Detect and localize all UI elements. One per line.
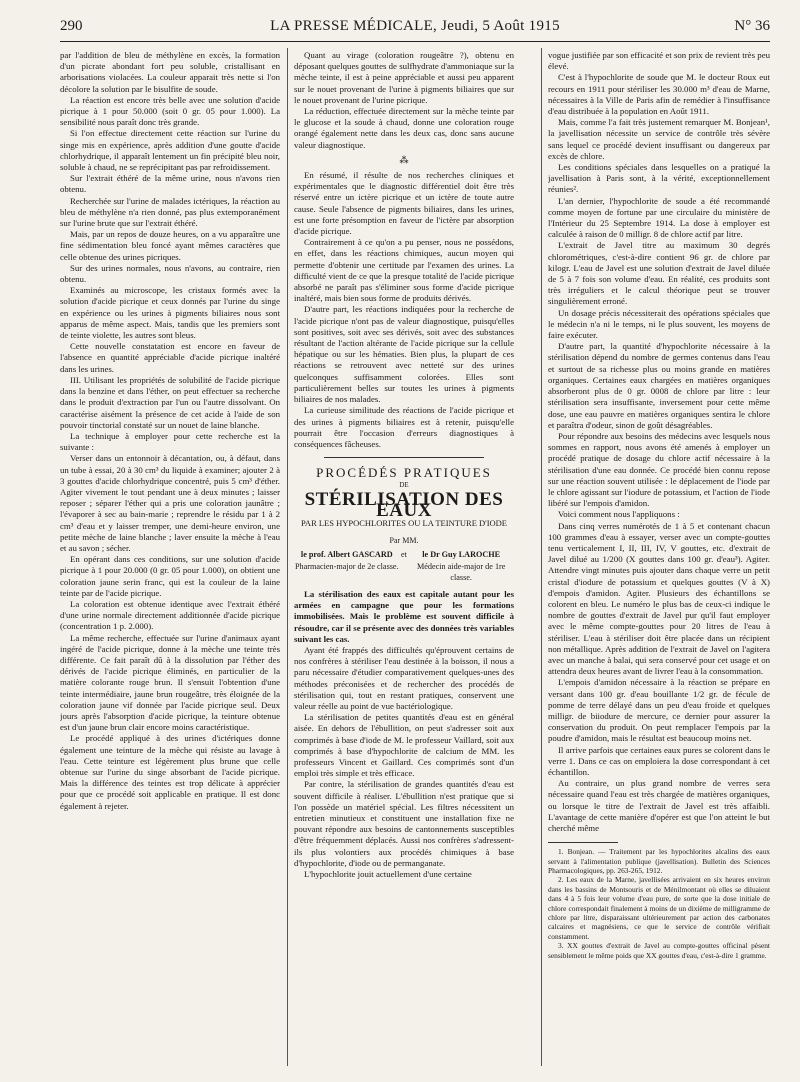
paragraph: Cette nouvelle constatation est encore en faveur de l'absence en quantité appréciable d'acide picrique inaltéré dans les urines. — [60, 341, 280, 374]
author-1 — [294, 549, 400, 583]
footnote: 1. Bonjean. — Traitement par les hypochlorites alcalins des eaux servant à l'alimentation publique (javellisation). Bulletin des Sciences Pharmacologiques, pp. 263-265, 1912. — [548, 847, 770, 876]
article-title: STÉRILISATION DES EAUX — [304, 488, 504, 521]
paragraph: D'autre part, les réactions indiquées pour la recherche de l'acide picrique n'ont pas de valeur diagnostique, puisqu'elles sont positives, soit avec ses dérivés, soit avec des substances résultant de l'action altérante de l'acide picrique sur la cellule hépatique ou sur les hématies. Bien plus, la plupart de ces réactions se retrouvent avec netteté sur des urines quelconques suffisamment colorées. Elles sont particulièrement belles sur toutes les urines à pigments biliaires de nos malades. — [294, 304, 514, 405]
paragraph: La stérilisation des eaux est capitale autant pour les armées en campagne que pour les formations immobilisées. Mais le problème est souvent difficile à résoudre, car il se présente avec des données très variables suivant les cas. — [294, 588, 514, 644]
paragraph: Sur des urines normales, nous n'avons, au contraire, rien obtenu. — [60, 262, 280, 285]
article-rule — [324, 457, 484, 458]
paragraph: L'empois d'amidon nécessaire à la réaction se prépare en versant dans 100 gr. d'eau bouillante 1/2 gr. de fécule de pomme de terre délayé dans un peu d'eau froide et quelques milligr. de biiodure de mercure, ce dernier pour assurer la conservation du produit. On peut remplacer l'empois par la poudre d'amidon, mais le résultat est beaucoup moins net. — [548, 677, 770, 744]
paragraph: Il arrive parfois que certaines eaux pures se colorent dans le verre 1. Dans ce cas on emploiera la dose correspondant à cet échantillon. — [548, 744, 770, 777]
paragraph: III. Utilisant les propriétés de solubilité de l'acide picrique dans la benzine et dans l'éther, on peut effectuer sa recherche dans le produit d'extraction par l'un ou l'autre dissolvant. On caractérise aisément la présence de cet acide à l'aide de son pouvoir tinctorial constaté sur un nouet de laine blanche. — [60, 374, 280, 430]
paragraph: La curieuse similitude des réactions de l'acide picrique et des urines à pigments biliaires est à retenir, puisqu'elle pourrait être l'occasion d'erreurs diagnostiques à conséquences fâcheuses. — [294, 405, 514, 449]
issue-number: N° 36 — [734, 18, 770, 34]
paragraph: Verser dans un entonnoir à décantation, ou, à défaut, dans un tube à essai, 20 à 30 cm³ du liquide à examiner; ajouter 2 à 3 gouttes d'acide chlorhydrique concentré, puis 5 cm³ d'éther. Agiter vivement le tout pendant une à deux minutes ; laisser reposer ; séparer l'éther qui a pris une coloration jaunâtre ; l'évaporer à sec au bain-marie ; reprendre le résidu par 1 à 2 cm³ d'eau et y laisser tremper, une demi-heure environ, une petite mèche de laine blanche ; laver ensuite la mèche à l'eau et au savon ; sécher. — [60, 453, 280, 553]
paragraph: Quant au virage (coloration rougeâtre ?), obtenu en déposant quelques gouttes de sulfhydrate d'ammoniaque sur la mèche teinte, il est à peine appréciable et aussi peu apparent sur le nouet provenant de l'urine à pigments biliaires que sur le nouet provenant de l'urine picrique. — [294, 50, 514, 105]
paragraph: La même recherche, effectuée sur l'urine d'animaux ayant ingéré de l'acide picrique, donne à la mèche une teinte très différente. Ce fait paraît dû à la dissolution par l'éther des dérivés de l'acide picrique éliminés, en particulier de la matière colorante rouge brun. Il s'ensuit l'obtention d'une teinte intermédiaire, jaune brun rougeâtre, très éloignée de la coloration jaune vif donnée par l'acide picrique seul. Deux jours après l'absorption d'acide picrique, la teinture obtenue est d'un jaune brun clair encore moins caractéristique. — [60, 632, 280, 733]
paragraph: Recherchée sur l'urine de malades ictériques, la réaction au bleu de méthylène n'a rien donné, pas plus extemporanément sur l'urine brute que sur l'extrait éthéré. — [60, 195, 280, 229]
column-1 — [60, 50, 280, 1070]
paragraph: vogue justifiée par son efficacité et son prix de revient très peu élevé. — [548, 50, 770, 72]
journal-title: LA PRESSE MÉDICALE, Jeudi, 5 Août 1915 — [270, 18, 560, 34]
author-name: le Dr Guy LAROCHE — [422, 550, 501, 560]
section-separator: ⁂ — [399, 154, 409, 165]
paragraph: Si l'on effectue directement cette réaction sur l'urine du singe mis en expérience, après addition d'une goutte d'acide chlorhydrique, il apparaît lentement un fin précipité bleu noir, soluble à chaud, ne se reprécipitant pas par refroidissement. — [60, 128, 280, 173]
paragraph: La réduction, effectuée directement sur la mèche teinte par le glucose et la soude à chaud, donne une coloration rouge orangé également nette dans les deux cas, donc sans aucune valeur diagnostique. — [294, 106, 514, 150]
page-header — [60, 18, 770, 40]
column-3 — [548, 50, 770, 1070]
author-role: Pharmacien-major de 2e classe. — [294, 561, 399, 571]
paragraph: La stérilisation de petites quantités d'eau est en général aisée. En dehors de l'ébullition, on peut s'adresser soit aux comprimés à base d'iode de M. le professeur Vaillard, soit aux comprimés à base d'hypochlorite de calcium de MM. les professeurs Vincent et Gaillard. Ces comprimés sont d'un emploi très simple et très efficace. — [294, 712, 514, 779]
header-rule — [60, 41, 770, 42]
paragraph: La réaction est encore très belle avec une solution d'acide picrique à 1 pour 50.000 (soit 0 gr. 05 pour 1.000). La sensibilité nous paraît donc très grande. — [60, 94, 280, 128]
paragraph: D'autre part, la quantité d'hypochlorite nécessaire à la stérilisation dépend du nombre de germes contenus dans l'eau et surtout de sa richesse plus ou moins grande en matières organiques. Certaines eaux chargées en matières organiques absorberont plus de 0 gr. 0008 de chlore par litre : leur stérilisation sera insuffisante, inversement pour cette même dose, une eau pauvre en matières organiques sentira le chlore et paraîtra d'odeur, sinon de goût désagréables. — [548, 341, 770, 430]
paragraph: Ayant été frappés des difficultés qu'éprouvent certains de nos confrères à stériliser l'eau destinée à la boisson, il nous a paru nécessaire d'étudier comparativement quelques-unes des méthodes préconisées et de rechercher des procédés de stérilisation qui, tout en restant pratiques, conservent une valeur réelle au point de vue bactériologique. — [294, 644, 514, 711]
author-name: le prof. Albert GASCARD — [300, 550, 393, 560]
footnote-rule — [548, 842, 618, 843]
paragraph: Par contre, la stérilisation de grandes quantités d'eau est souvent difficile à réaliser. L'ébullition n'est pratique que si l'on possède un matériel spécial. Les filtres nécessitent un entretien minutieux et constituent une installation fixe ne pouvant répondre aux besoins de cantonnements susceptibles d'être fréquemment déplacés. Aussi nos confrères s'adressent-ils plus volontiers aux procédés chimiques à base d'hypochlorite, d'iode ou de permanganate. — [294, 779, 514, 868]
article-pretitle: PROCÉDÉS PRATIQUES — [316, 465, 492, 481]
paragraph: Dans cinq verres numérotés de 1 à 5 et contenant chacun 100 grammes d'eau à essayer, verser avec un compte-gouttes tenu verticalement I, II, III, IV, V gouttes, etc. d'extrait de Javel dilué au 1/200 (X gouttes dans 100 gr. d'eau³). Agiter. Attendre vingt minutes puis ajouter dans chaque verre un petit cristal d'iodure de potassium et quelques gouttes (V à X) d'empois d'amidon. Agiter. Plusieurs des échantillons se colorent en bleu. Le numéro le plus bas de ceux-ci indique le nombre de gouttes d'extrait de Javel pur qu'il faut employer avec le même compte-gouttes pour 20 litres de l'eau à stériliser. L'eau à stériliser doit être placée dans un récipient non métallique. Après addition de l'extrait de Javel on l'agitera avec un manche à balai, qui sera conservé pour cet usage et on attendra deux heures avant de livrer l'eau à la consommation. — [548, 520, 770, 677]
paragraph: Pour répondre aux besoins des médecins avec lesquels nous sommes en rapport, nous avons été amenés à employer un procédé pratique de dosage du chlore actif nécessaire à la stérilisation d'une eau donnée. Ce procédé bien connu repose sur une réaction souvent utilisée : le déplacement de l'iode par le chlore agissant sur l'iodure de potassium, et l'action de l'iode libéré sur l'empois d'amidon. — [548, 430, 770, 509]
paragraph: L'hypochlorite jouit actuellement d'une certaine — [304, 869, 472, 880]
footnote: 3. XX gouttes d'extrait de Javel au compte-gouttes officinal pèsent sensiblement le même poids que XX gouttes d'eau, c'est-à-dire 1 gramme. — [548, 941, 770, 960]
authors — [294, 549, 514, 583]
paragraph: La technique à employer pour cette recherche est la suivante : — [60, 430, 280, 453]
paragraph: Au contraire, un plus grand nombre de verres sera nécessaire quand l'eau est très chargée de matières organiques, ou lorsque le titre de l'extrait de Javel est très affaibli. L'avantage de cette manière d'opérer est que l'on atteint le but cherché même — [548, 778, 770, 834]
paragraph: En opérant dans ces conditions, sur une solution d'acide picrique à 1 pour 20.000 (0 gr. 05 pour 1.000), on obtient une coloration jaune serin franc, qui est la couleur de la laine teinte par de l'acide picrique. — [60, 554, 280, 598]
paragraph: Les conditions spéciales dans lesquelles on a pratiqué la javellisation à Paris sont, à la vérité, exceptionnellement réunies². — [548, 162, 770, 195]
paragraph: L'extrait de Javel titre au maximum 30 degrés chlorométriques, c'est-à-dire contient 96 gr. de chlore par kilogr. L'eau de Javel est une solution d'extrait de Javel diluée de 5 à 7 fois son volume d'eau. En réalité, ces produits sont très irréguliers et le calcul théorique peut se trouver singulièrement erroné. — [548, 240, 770, 307]
paragraph: Sur l'extrait éthéré de la même urine, nous n'avons rien obtenu. — [60, 173, 280, 195]
paragraph: Examinés au microscope, les cristaux formés avec la solution d'acide picrique et ceux donnés par l'urine du singe en expérience ou les urines à pigments biliaires nous sont apparus de même aspect. Mais, tandis que les premiers sont de teinte violette, les autres sont bleus. — [60, 285, 280, 341]
page-number: 290 — [60, 18, 83, 34]
paragraph: Voici comment nous l'appliquons : — [558, 509, 680, 520]
column-divider — [541, 48, 542, 1066]
article-de: DE — [399, 481, 409, 490]
author-2 — [408, 549, 514, 583]
article-subtitle: PAR LES HYPOCHLORITES OU LA TEINTURE D'IODE — [300, 517, 507, 528]
paragraph: Mais, par un repos de douze heures, on a vu apparaître une fine sédimentation bleu foncé ayant mêmes caractères que celle obtenue des urines picriques. — [60, 229, 280, 262]
paragraph: Mais, comme l'a fait très justement remarquer M. Bonjean¹, la javellisation nécessite un service de contrôle très sévère sans lequel ce procédé devient insuffisant ou dangereux par excès de chlore. — [548, 117, 770, 161]
author-role: Médecin aide-major de 1re classe. — [416, 561, 506, 582]
paragraph: L'an dernier, l'hypochlorite de soude a été recommandé comme moyen de fortune par une circulaire du ministère de l'Intérieur du 25 Septembre 1914. La dose à employer est calculée à raison de 0 milligr. 8 de chlore actif par litre. — [548, 195, 770, 240]
paragraph: La coloration est obtenue identique avec l'extrait éthéré d'une urine normale directement additionnée d'acide picrique (concentration 1 p. 2.000). — [60, 598, 280, 632]
column-2 — [294, 50, 514, 1070]
paragraph: par l'addition de bleu de méthylène en excès, la formation d'un picrate abondant fort peu soluble, cristallisant en arborisations violacées. La couleur apparait très nette si l'on décolore la solution par le bisulfite de soude. — [60, 50, 280, 94]
paragraph: C'est à l'hypochlorite de soude que M. le docteur Roux eut recours en 1911 pour stériliser les 30.000 m³ d'eau de Marne, nécessaires à la Ville de Paris afin de remédier à l'insuffisance d'eau distribuée à la population en Août 1911. — [548, 72, 770, 117]
paragraph: Le procédé appliqué à des urines d'ictériques donne également une teinture de la mèche qui résiste au lavage à l'eau. Cette teinture est légèrement plus brune que celle obtenue sur l'urine du singe absorbant de l'acide picrique. Mais la différence des teintes est trop délicate à apprécier pour que ce procédé soit applicable en pratique. Il est donc également à rejeter. — [60, 733, 280, 811]
footnote: 2. Les eaux de la Marne, javellisées arrivaient en six heures environ dans les bassins de Montsouris et de Ménilmontant où elles se diluaient dans 4 à 5 fois leur volume d'eau pure, de sorte que la dose initiale de chlore correspondait finalement à moins de un dixième de milligramme de chlore par litre, disparaissant ultérieurement par action des carbonates calcaires et magnésiens, ce que le service de contrôle vérifiait constamment. — [548, 875, 770, 941]
column-divider — [287, 48, 288, 1066]
paragraph: En résumé, il résulte de nos recherches cliniques et expérimentales que le diagnostic différentiel doit être très réservé entre un ictère picrique et un ictère de toute autre cause. Seule l'absence de pigments biliaires, dans les urines, est une forte présomption en faveur de l'ictère par absorption d'acide picrique. — [294, 170, 514, 237]
author-conjunction: et — [401, 550, 407, 560]
paragraph: Un dosage précis nécessiterait des opérations spéciales que le médecin n'a ni le temps, ni le plus souvent, les moyens de faire exécuter. — [548, 307, 770, 341]
paragraph: Contrairement à ce qu'on a pu penser, nous ne possédons, en effet, dans les réactions chimiques, aucun moyen qui permette d'obtenir une certitude par l'examen des urines. La difficulté vient de ce que la presque totalité de l'acide picrique absorbé ne paraît pas s'éliminer sous forme d'acide picrique inaltéré, mais bien sous forme de produits dérivés. — [294, 237, 514, 304]
article-byline: Par MM. — [389, 536, 419, 546]
